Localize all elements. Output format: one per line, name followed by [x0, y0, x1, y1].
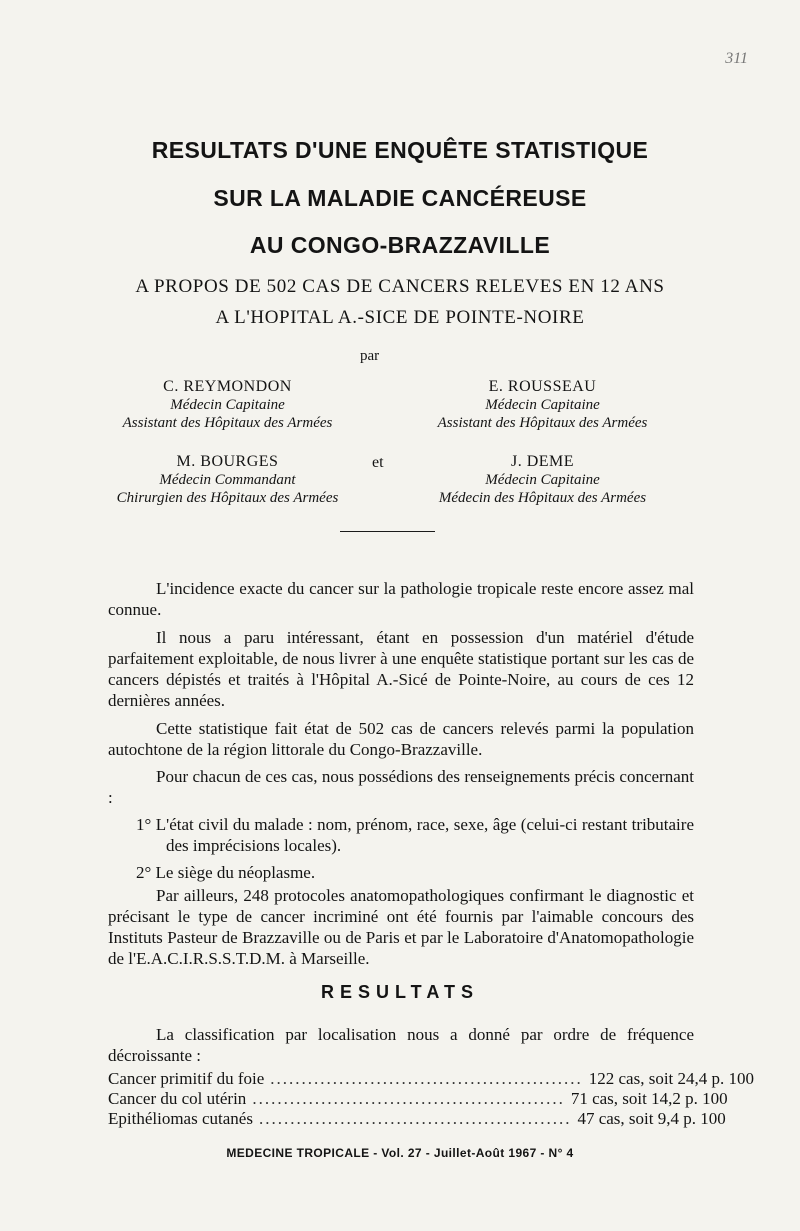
subtitle-line-1: A PROPOS DE 502 CAS DE CANCERS RELEVES EN 12 ANS [135, 276, 665, 297]
localisation-stats: 122 cas, soit 24,4 p. 100 [588, 1069, 755, 1088]
author-block [410, 378, 675, 432]
author-affiliation: Chirurgien des Hôpitaux des Armées [116, 490, 339, 506]
author-role: Médecin Capitaine [170, 397, 285, 413]
localisation-stats: 47 cas, soit 9,4 p. 100 [577, 1109, 726, 1128]
list-item [108, 1089, 728, 1109]
author-block [95, 378, 360, 432]
results-intro [108, 1024, 694, 1066]
dot-leader: .................................................. [252, 1089, 565, 1108]
paragraph: La classification par localisation nous a donné par ordre de fréquence décroissante : [108, 1025, 694, 1065]
by-label: par [360, 348, 380, 364]
paragraph: Cette statistique fait état de 502 cas de cancers relevés parmi la population autochtone de la région littorale du Congo-Brazzaville. [108, 719, 694, 759]
author-name: C. REYMONDON [163, 378, 292, 395]
list-item [108, 1069, 755, 1089]
article-body [108, 578, 694, 969]
localisation-name: Cancer du col utérin [108, 1089, 247, 1108]
author-affiliation: Médecin des Hôpitaux des Armées [438, 490, 647, 506]
journal-footer: MEDECINE TROPICALE - Vol. 27 - Juillet-Août 1967 - N° 4 [226, 1146, 574, 1160]
author-block [410, 453, 675, 507]
article-title-line-1: RESULTATS D'UNE ENQUÊTE STATISTIQUE [151, 137, 649, 163]
subtitle-line-2: A L'HOPITAL A.-SICE DE POINTE-NOIRE [215, 307, 585, 328]
localisation-list [108, 1069, 755, 1129]
dot-leader: .................................................. [258, 1109, 572, 1128]
list-item: 2° Le siège du néoplasme. [136, 863, 316, 882]
dot-leader: .................................................. [270, 1069, 583, 1088]
article-title-line-3: AU CONGO-BRAZZAVILLE [249, 232, 551, 258]
author-affiliation: Assistant des Hôpitaux des Armées [437, 415, 648, 431]
paragraph: Il nous a paru intéressant, étant en possession d'un matériel d'étude parfaitement exploitable, de nous livrer à une enquête statistique portant sur les cas de cancers dépistés et traités à l'Hôpital A.-Sicé de Pointe-Noire, au cours de ces 12 dernières années. [108, 628, 694, 710]
separator-rule [340, 531, 435, 532]
author-name: J. DEME [510, 453, 575, 470]
and-label: et [372, 454, 384, 471]
author-affiliation: Assistant des Hôpitaux des Armées [122, 415, 333, 431]
list-item: 1° L'état civil du malade : nom, prénom, race, sexe, âge (celui-ci restant tributaire des imprécisions locales). [136, 815, 694, 855]
paragraph: Pour chacun de ces cas, nous possédions des renseignements précis concernant : [108, 767, 694, 807]
author-role: Médecin Capitaine [485, 397, 600, 413]
localisation-name: Epithéliomas cutanés [108, 1109, 253, 1128]
page-number: 311 [725, 50, 748, 67]
author-name: M. BOURGES [176, 453, 279, 470]
list-item [108, 1109, 726, 1129]
section-heading: RESULTATS [321, 982, 479, 1002]
localisation-name: Cancer primitif du foie [108, 1069, 265, 1088]
paragraph: L'incidence exacte du cancer sur la pathologie tropicale reste encore assez mal connue. [108, 579, 694, 619]
author-name: E. ROUSSEAU [488, 378, 597, 395]
author-role: Médecin Capitaine [485, 472, 600, 488]
author-role: Médecin Commandant [159, 472, 296, 488]
localisation-stats: 71 cas, soit 14,2 p. 100 [570, 1089, 728, 1108]
article-title-line-2: SUR LA MALADIE CANCÉREUSE [213, 185, 587, 211]
paragraph: Par ailleurs, 248 protocoles anatomopathologiques confirmant le diagnostic et précisant le type de cancer incriminé ont été fournis par l'aimable concours des Instituts Pasteur de Brazzaville ou de Paris et par le Laboratoire d'Anatomopathologie de l'E.A.C.I.R.S.S.T.D.M. à Marseille. [108, 886, 694, 968]
author-block [85, 453, 370, 507]
